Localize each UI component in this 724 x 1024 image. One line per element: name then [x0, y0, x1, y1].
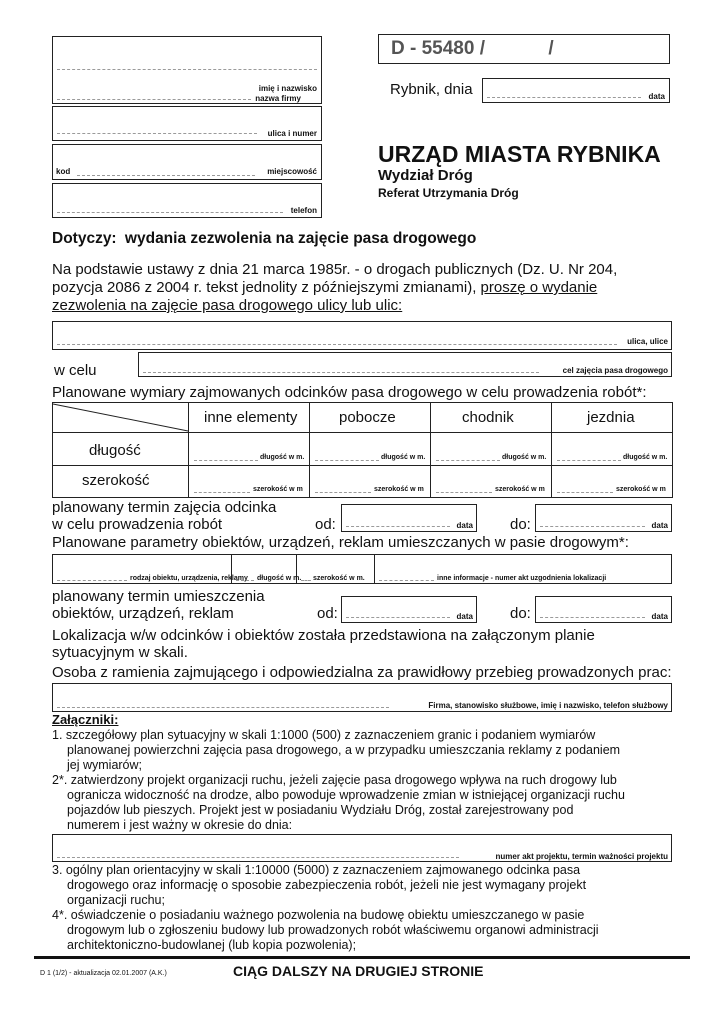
dash-line [540, 526, 645, 527]
dash-line [315, 492, 371, 493]
objects-heading: Planowane parametry obiektów, urządzeń, reklam umieszczanych w pasie drogowym*: [52, 534, 629, 551]
placement-from-label: od: [317, 605, 338, 622]
attachment-1-line-3: jej wymiarów; [67, 758, 143, 772]
table-rule [430, 402, 431, 498]
dash-line [315, 460, 379, 461]
dimensions-table [52, 402, 673, 498]
table-rule [309, 402, 310, 498]
dash-line [57, 69, 317, 70]
object-width-label: szerokość w m. [313, 575, 365, 582]
dash-line [194, 492, 250, 493]
object-other-label: inne informacje - numer akt uzgodnienia lokalizacji [437, 575, 607, 582]
placement-term-line-2: obiektów, urządzeń, reklam [52, 605, 234, 622]
dash-line [194, 460, 258, 461]
table-rule [672, 402, 673, 498]
dash-line [379, 580, 434, 581]
dash-line [540, 617, 645, 618]
dash-line [346, 526, 450, 527]
col-header-other: inne elementy [204, 409, 298, 426]
form-version: D 1 (1/2) - aktualizacja 02.01.2007 (A.K.) [40, 970, 167, 977]
office-title: URZĄD MIASTA RYBNIKA [378, 141, 661, 167]
works-from-label: od: [315, 516, 336, 533]
street-number-box[interactable] [52, 106, 322, 141]
row-label-length: długość [89, 442, 141, 459]
purpose-field[interactable] [138, 352, 672, 377]
project-label: numer akt projektu, termin ważności projektu [495, 852, 668, 861]
subject-prefix: Dotyczy: [52, 230, 117, 247]
width-cell-other[interactable]: szerokość w m [253, 486, 303, 493]
dash-line [557, 492, 613, 493]
dash-line [57, 857, 459, 858]
purpose-prefix: w celu [54, 362, 97, 379]
firm-label: nazwa firmy [255, 94, 301, 103]
col-header-sidewalk: chodnik [462, 409, 514, 426]
department-name: Wydział Dróg [378, 167, 473, 184]
length-cell-shoulder[interactable]: długość w m. [381, 454, 426, 461]
works-to-label: do: [510, 516, 531, 533]
date-field[interactable] [482, 78, 670, 103]
field-separator [374, 555, 375, 583]
placement-from-date-field[interactable] [341, 596, 477, 623]
applicant-name-box[interactable] [52, 36, 322, 104]
place-date-prefix: Rybnik, dnia [390, 81, 473, 98]
attachment-4-line-2: drogowym lub o zgłoszeniu budowy lub prowadzonych robót właściwemu organowi administracji [67, 923, 599, 937]
works-term-line-2: w celu prowadzenia robót [52, 516, 223, 533]
responsible-label: Firma, stanowisko służbowe, imię i nazwisko, telefon służbowy [428, 701, 668, 710]
length-cell-other[interactable]: długość w m. [260, 454, 305, 461]
length-cell-sidewalk[interactable]: długość w m. [502, 454, 547, 461]
phone-box[interactable] [52, 183, 322, 218]
date-label: data [456, 521, 473, 530]
dash-line [301, 580, 311, 581]
project-field[interactable] [52, 834, 672, 862]
attachment-3-line-1: 3. ogólny plan orientacyjny w skali 1:10000 (5000) z zaznaczeniem zajmowanego odcinka pasa [52, 863, 581, 877]
dash-line [77, 175, 255, 176]
attachment-1-line-2: planowanej powierzchni zajęcia pasa drogowego, a w przypadku umieszczania reklamy z podaniem [67, 743, 621, 757]
placement-to-label: do: [510, 605, 531, 622]
attachment-2-line-2: ogranicza widoczność na drodze, albo powoduje wprowadzenie zmian w istniejącej organizacji ruchu [67, 788, 625, 802]
works-to-date-field[interactable] [535, 504, 672, 532]
dash-line [557, 460, 621, 461]
section-name: Referat Utrzymania Dróg [378, 186, 519, 200]
intro-line-2 [52, 279, 597, 296]
responsible-heading: Osoba z ramienia zajmującego i odpowiedzialna za prawidłowy przebieg prowadzonych prac: [52, 664, 672, 681]
dash-line [487, 97, 641, 98]
attachments-heading: Załączniki: [52, 712, 119, 727]
dash-line [436, 460, 500, 461]
responsible-field[interactable] [52, 683, 672, 712]
attachment-1-line-1: 1. szczegółowy plan sytuacyjny w skali 1:1000 (500) z zaznaczeniem granic i podaniem wymiarów [52, 728, 596, 742]
object-length-label: długość w m. [257, 575, 302, 582]
dash-line [436, 492, 492, 493]
continued-notice: CIĄG DALSZY NA DRUGIEJ STRONIE [233, 963, 484, 979]
col-header-shoulder: pobocze [339, 409, 396, 426]
works-from-date-field[interactable] [341, 504, 477, 532]
table-rule [52, 465, 673, 466]
street-field[interactable] [52, 321, 672, 350]
document-number-box [378, 34, 670, 64]
dash-line [57, 99, 251, 100]
col-header-roadway: jezdnia [587, 409, 635, 426]
dash-line [57, 133, 257, 134]
date-label: data [648, 92, 665, 101]
dash-line [57, 707, 389, 708]
location-note-line-1: Lokalizacja w/w odcinków i obiektów została przedstawiona na załączonym planie [52, 627, 595, 644]
works-term-line-1: planowany termin zajęcia odcinka [52, 499, 277, 516]
document-number: D - 55480 / / [391, 38, 554, 59]
street-label: ulica i numer [267, 129, 317, 138]
purpose-label: cel zajęcia pasa drogowego [562, 366, 668, 375]
dash-line [57, 212, 283, 213]
row-label-width: szerokość [82, 472, 150, 489]
city-label: miejscowość [267, 167, 317, 176]
dash-line [346, 617, 450, 618]
attachment-4-line-1: 4*. oświadczenie o posiadaniu ważnego pozwolenia na budowę obiektu umieszczanego w pasie [52, 908, 585, 922]
street-field-label: ulica, ulice [627, 337, 668, 346]
length-cell-roadway[interactable]: długość w m. [623, 454, 668, 461]
dimensions-heading: Planowane wymiary zajmowanych odcinków pasa drogowego w celu prowadzenia robót*: [52, 384, 647, 401]
intro-line-3: zezwolenia na zajęcie pasa drogowego ulicy lub ulic: [52, 297, 403, 314]
placement-term-line-1: planowany termin umieszczenia [52, 588, 265, 605]
intro-line-2-plain: pozycja 2086 z 2004 r. tekst jednolity z późniejszymi zmianami), [52, 279, 477, 296]
dash-line [57, 580, 127, 581]
diagonal-divider [52, 402, 189, 433]
dash-line [143, 372, 539, 373]
date-label: data [651, 521, 668, 530]
dash-line [236, 580, 254, 581]
width-cell-shoulder[interactable]: szerokość w m [374, 486, 424, 493]
location-note-line-2: sytuacyjnym w skali. [52, 644, 188, 661]
attachment-2-line-1: 2*. zatwierdzony projekt organizacji ruchu, jeżeli zajęcie pasa drogowego wpływa na ruch drogowy lub [52, 773, 617, 787]
object-type-label: rodzaj obiektu, urządzenia, reklamy [130, 575, 248, 582]
dash-line [57, 344, 617, 345]
attachment-4-line-3: architektoniczno-budowlanej (lub kopia pozwolenia); [67, 938, 357, 952]
table-rule [551, 402, 552, 498]
placement-to-date-field[interactable] [535, 596, 672, 623]
attachment-3-line-2: drogowego oraz informację o sposobie zabezpieczenia robót, jeżeli nie jest wymagany projekt [67, 878, 587, 892]
width-cell-roadway[interactable]: szerokość w m [616, 486, 666, 493]
subject-line [52, 230, 476, 248]
intro-line-2-underlined: proszę o wydanie [480, 279, 598, 296]
date-label: data [456, 612, 473, 621]
table-rule [52, 497, 673, 498]
width-cell-sidewalk[interactable]: szerokość w m [495, 486, 545, 493]
objects-field[interactable] [52, 554, 672, 584]
name-label: imię i nazwisko [258, 84, 317, 93]
intro-line-1: Na podstawie ustawy z dnia 21 marca 1985r. - o drogach publicznych (Dz. U. Nr 204, [52, 261, 618, 278]
postcode-label: kod [56, 167, 71, 176]
attachment-2-line-4: numerem i jest ważny w okresie do dnia: [67, 818, 293, 832]
subject-text: wydania zezwolenia na zajęcie pasa drogowego [124, 230, 477, 247]
phone-label: telefon [290, 206, 317, 215]
footer-rule [34, 956, 690, 959]
city-box[interactable] [52, 144, 322, 180]
attachment-3-line-3: organizacji ruchu; [67, 893, 165, 907]
attachment-2-line-3: pojazdów lub pieszych. Projekt jest w posiadaniu Wydziału Dróg, został zarejestrowany pod [67, 803, 574, 817]
date-label: data [651, 612, 668, 621]
